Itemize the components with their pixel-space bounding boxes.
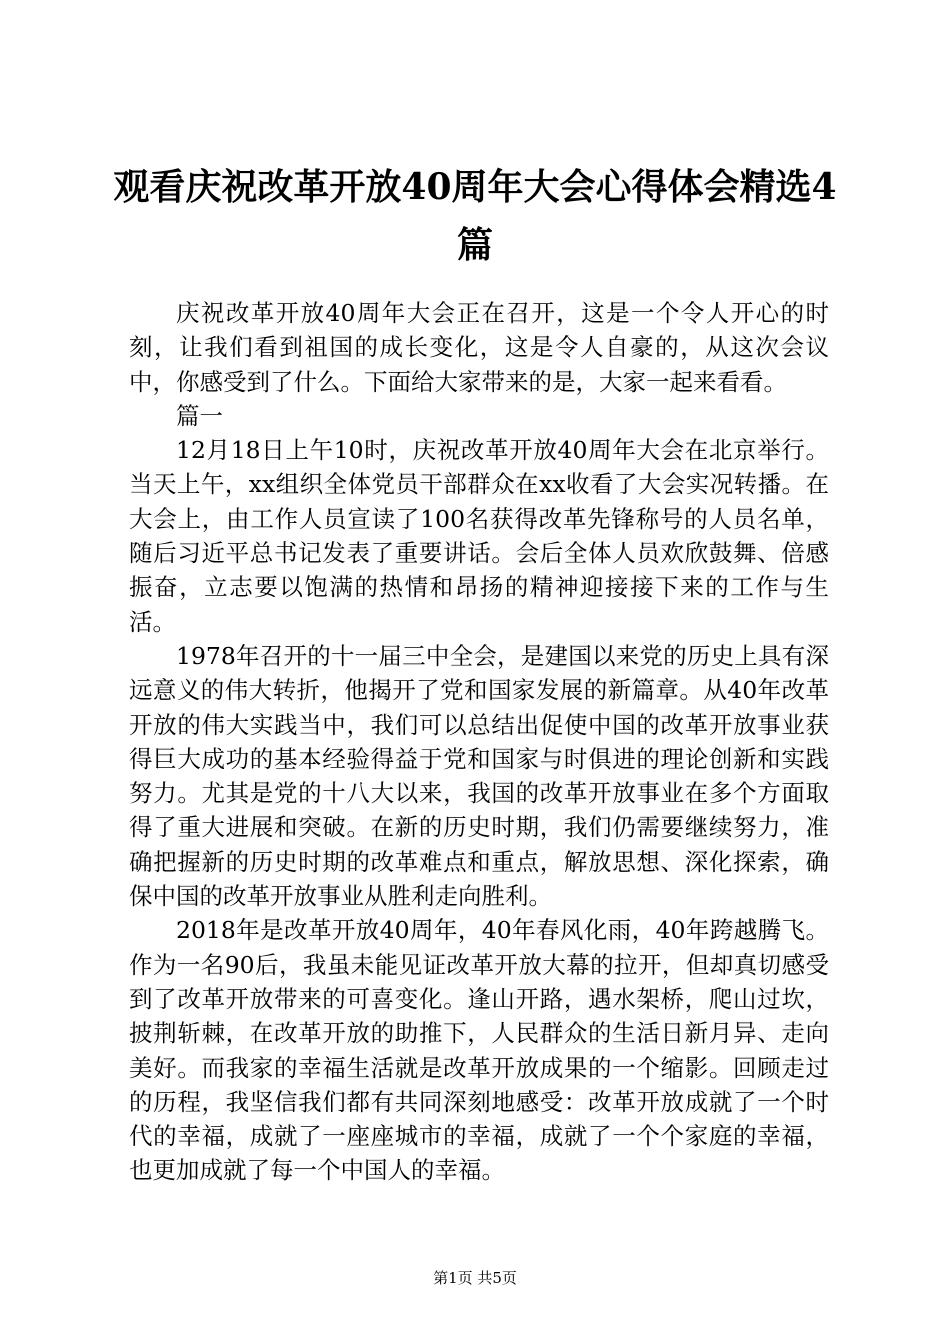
- document-title: 观看庆祝改革开放40周年大会心得体会精选4篇: [113, 166, 837, 266]
- paragraph: 2018年是改革开放40周年，40年春风化雨，40年跨越腾飞。作为一名90后，我虽未能见证改革开放大幕的拉开，但却真切感受到了改革开放带来的可喜变化。逢山开路，遇水架桥，爬山过坎，披荆斩棘，在改革开放的助推下，人民群众的生活日新月异、走向美好。而我家的幸福生活就是改革开放成果的一个缩影。回顾走过的历程，我坚信我们都有共同深刻地感受：改革开放成就了一个时代的幸福，成就了一座座城市的幸福，成就了一个个家庭的幸福，也更加成就了每一个中国人的幸福。: [129, 916, 829, 1185]
- page-number-footer: 第1页 共5页: [433, 1269, 517, 1287]
- paragraph: 1978年召开的十一届三中全会，是建国以来党的历史上具有深远意义的伟大转折，他揭开了党和国家发展的新篇章。从40年改革开放的伟大实践当中，我们可以总结出促使中国的改革开放事业获得巨大成功的基本经验得益于党和国家与时俱进的理论创新和实践努力。尤其是党的十八大以来，我国的改革开放事业在多个方面取得了重大进展和突破。在新的历史时期，我们仍需要继续努力，准确把握新的历史时期的改革难点和重点，解放思想、深化探索，确保中国的改革开放事业从胜利走向胜利。: [129, 641, 829, 911]
- document-body: [129, 296, 829, 1188]
- section-heading-part-one: 篇一: [176, 401, 223, 430]
- paragraph-intro: 庆祝改革开放40周年大会正在召开，这是一个令人开心的时刻，让我们看到祖国的成长变化，这是令人自豪的，从这次会议中，你感受到了什么。下面给大家带来的是，大家一起来看看。: [129, 299, 829, 396]
- paragraph: 12月18日上午10时，庆祝改革开放40周年大会在北京举行。当天上午，xx组织全体党员干部群众在xx收看了大会实况转播。在大会上，由工作人员宣读了100名获得改革先锋称号的人员名单，随后习近平总书记发表了重要讲话。会后全体人员欢欣鼓舞、倍感振奋，立志要以饱满的热情和昂扬的精神迎接接下来的工作与生活。: [129, 436, 829, 636]
